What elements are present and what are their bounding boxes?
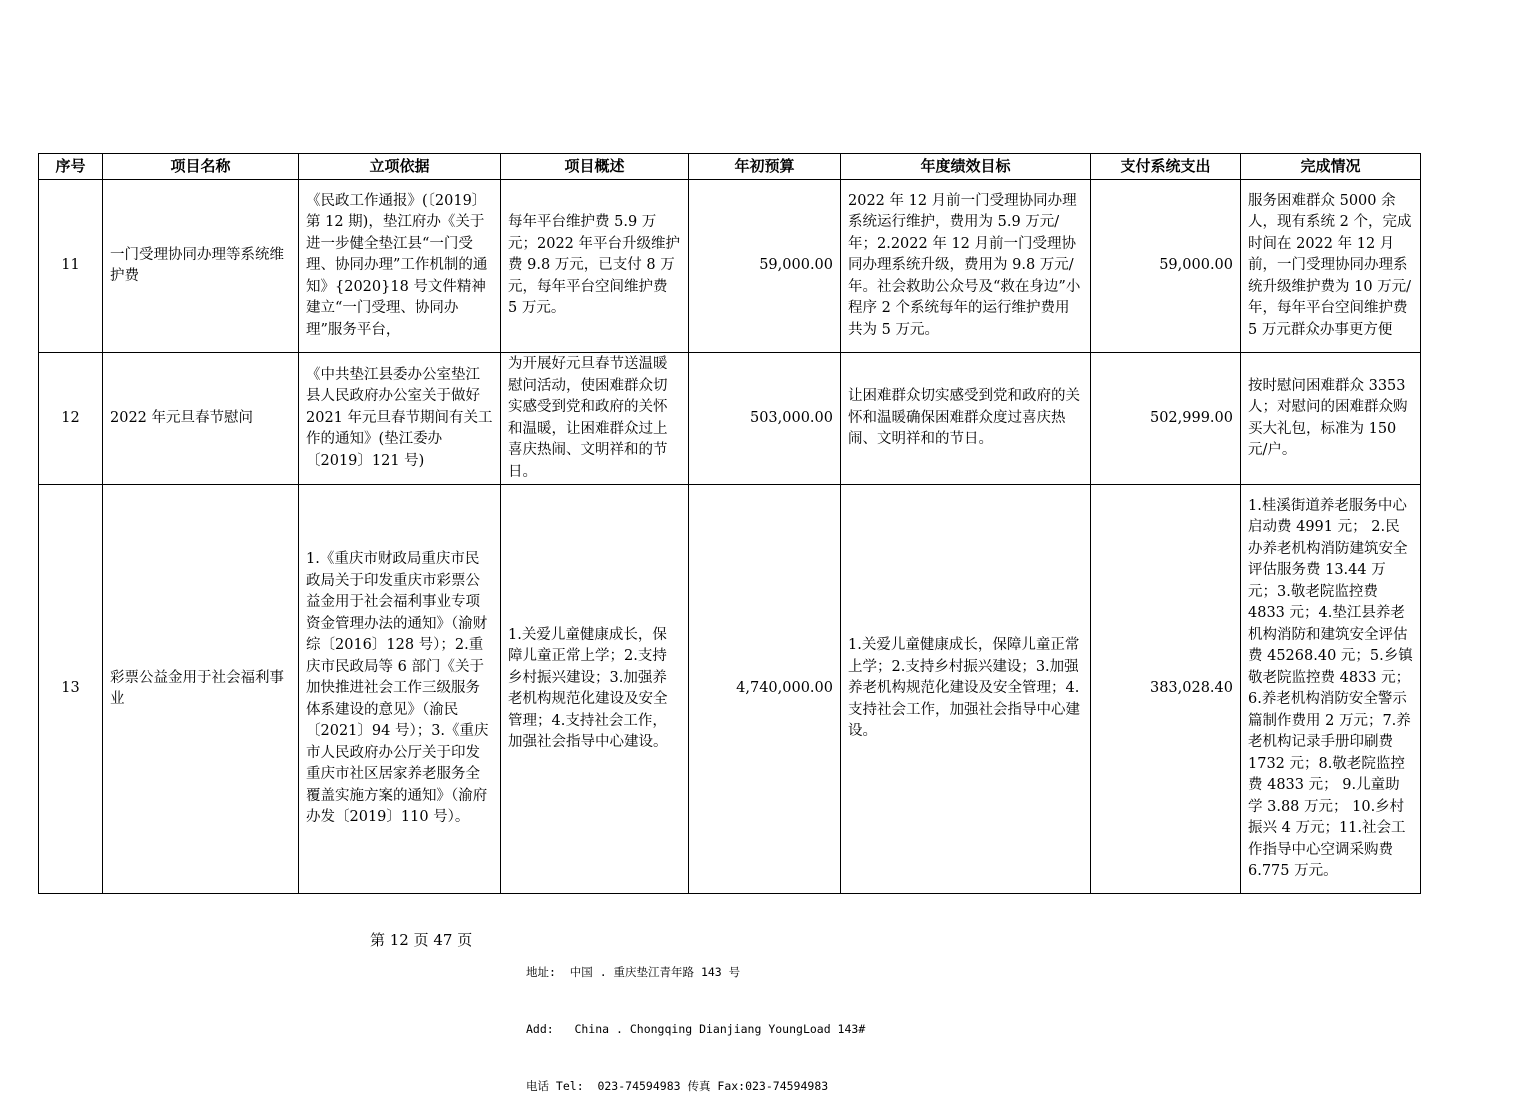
row-budget: 503,000.00: [689, 353, 841, 485]
header-status: 完成情况: [1241, 154, 1421, 180]
table-row: [39, 180, 1421, 353]
header-budget: 年初预算: [689, 154, 841, 180]
row-no: 12: [39, 353, 103, 485]
row-status: 按时慰问困难群众 3353 人；对慰问的困难群众购买大礼包，标准为 150 元/户。: [1241, 353, 1421, 485]
footer-address-cn: 地址: 中国 . 重庆垫江青年路 143 号: [526, 965, 741, 979]
row-paid: 59,000.00: [1091, 180, 1241, 353]
row-target: 2022 年 12 月前一门受理协同办理系统运行维护，费用为 5.9 万元/年；2.2022 年 12 月前一门受理协同办理系统升级，费用为 9.8 万元/年。社会救助公众号及“救在身边”小程序 2 个系统每年的运行维护费用共为 5 万元。: [841, 180, 1091, 353]
row-target: 1.关爱儿童健康成长，保障儿童正常上学；2.支持乡村振兴建设；3.加强养老机构规范化建设及安全管理；4.支持社会工作，加强社会指导中心建设。: [841, 485, 1091, 894]
page-number: 第 12 页 47 页: [370, 931, 473, 949]
header-name: 项目名称: [103, 154, 299, 180]
table-row: [39, 353, 1421, 485]
row-basis: 《民政工作通报》(〔2019〕第 12 期)，垫江府办《关于进一步健全垫江县“一门受理、协同办理”工作机制的通知》{2020}18 号文件精神建立“一门受理、协同办理”服务平台，: [299, 180, 501, 353]
row-budget: 59,000.00: [689, 180, 841, 353]
row-overview: 为开展好元旦春节送温暖慰问活动，使困难群众切实感受到党和政府的关怀和温暖，让困难群众过上喜庆热闹、文明祥和的节日。: [501, 353, 689, 485]
row-project-name: 一门受理协同办理等系统维护费: [103, 180, 299, 353]
row-paid: 383,028.40: [1091, 485, 1241, 894]
row-project-name: 彩票公益金用于社会福利事业: [103, 485, 299, 894]
table-header-row: [39, 154, 1421, 180]
row-project-name: 2022 年元旦春节慰问: [103, 353, 299, 485]
header-paid: 支付系统支出: [1091, 154, 1241, 180]
row-no: 11: [39, 180, 103, 353]
header-basis: 立项依据: [299, 154, 501, 180]
footer-contact: [526, 925, 865, 1115]
row-overview: 每年平台维护费 5.9 万元；2022 年平台升级维护费 9.8 万元，已支付 8 万元，每年平台空间维护费 5 万元。: [501, 180, 689, 353]
row-budget: 4,740,000.00: [689, 485, 841, 894]
row-no: 13: [39, 485, 103, 894]
project-table: [38, 153, 1421, 894]
header-overview: 项目概述: [501, 154, 689, 180]
row-status: 1.桂溪街道养老服务中心启动费 4991 元； 2.民办养老机构消防建筑安全评估服务费 13.44 万元；3.敬老院监控费 4833 元；4.垫江县养老机构消防和建筑安全评估费 45268.40 元；5.乡镇敬老院监控费 4833 元；6.养老机构消防安全警示篇制作费用 2 万元；7.养老机构记录手册印刷费 1732 元；8.敬老院监控费 4833 元； 9.儿童助学 3.88 万元； 10.乡村振兴 4 万元；11.社会工作指导中心空调采购费 6.775 万元。: [1241, 485, 1421, 894]
row-basis: 1.《重庆市财政局重庆市民政局关于印发重庆市彩票公益金用于社会福利事业专项资金管理办法的通知》（渝财综〔2016〕128 号）；2.重庆市民政局等 6 部门《关于加快推进社会工作三级服务体系建设的意见》（渝民〔2021〕94 号）；3.《重庆市人民政府办公厅关于印发重庆市社区居家养老服务全覆盖实施方案的通知》（渝府办发〔2019〕110 号）。: [299, 485, 501, 894]
footer-address-en: Add: China . Chongqing Dianjiang YoungLoad 143#: [526, 1022, 866, 1036]
row-overview: 1.关爱儿童健康成长，保障儿童正常上学；2.支持乡村振兴建设；3.加强养老机构规范化建设及安全管理；4.支持社会工作，加强社会指导中心建设。: [501, 485, 689, 894]
table-row: [39, 485, 1421, 894]
row-basis: 《中共垫江县委办公室垫江县人民政府办公室关于做好 2021 年元旦春节期间有关工作的通知》(垫江委办〔2019〕121 号): [299, 353, 501, 485]
row-paid: 502,999.00: [1091, 353, 1241, 485]
header-target: 年度绩效目标: [841, 154, 1091, 180]
row-status: 服务困难群众 5000 余人，现有系统 2 个，完成时间在 2022 年 12 月前，一门受理协同办理系统升级维护费为 10 万元/年，每年平台空间维护费 5 万元群众办事更方便: [1241, 180, 1421, 353]
header-no: 序号: [39, 154, 103, 180]
row-target: 让困难群众切实感受到党和政府的关怀和温暖确保困难群众度过喜庆热闹、文明祥和的节日。: [841, 353, 1091, 485]
footer-phone: 电话 Tel: 023-74594983 传真 Fax:023-74594983: [526, 1079, 829, 1093]
